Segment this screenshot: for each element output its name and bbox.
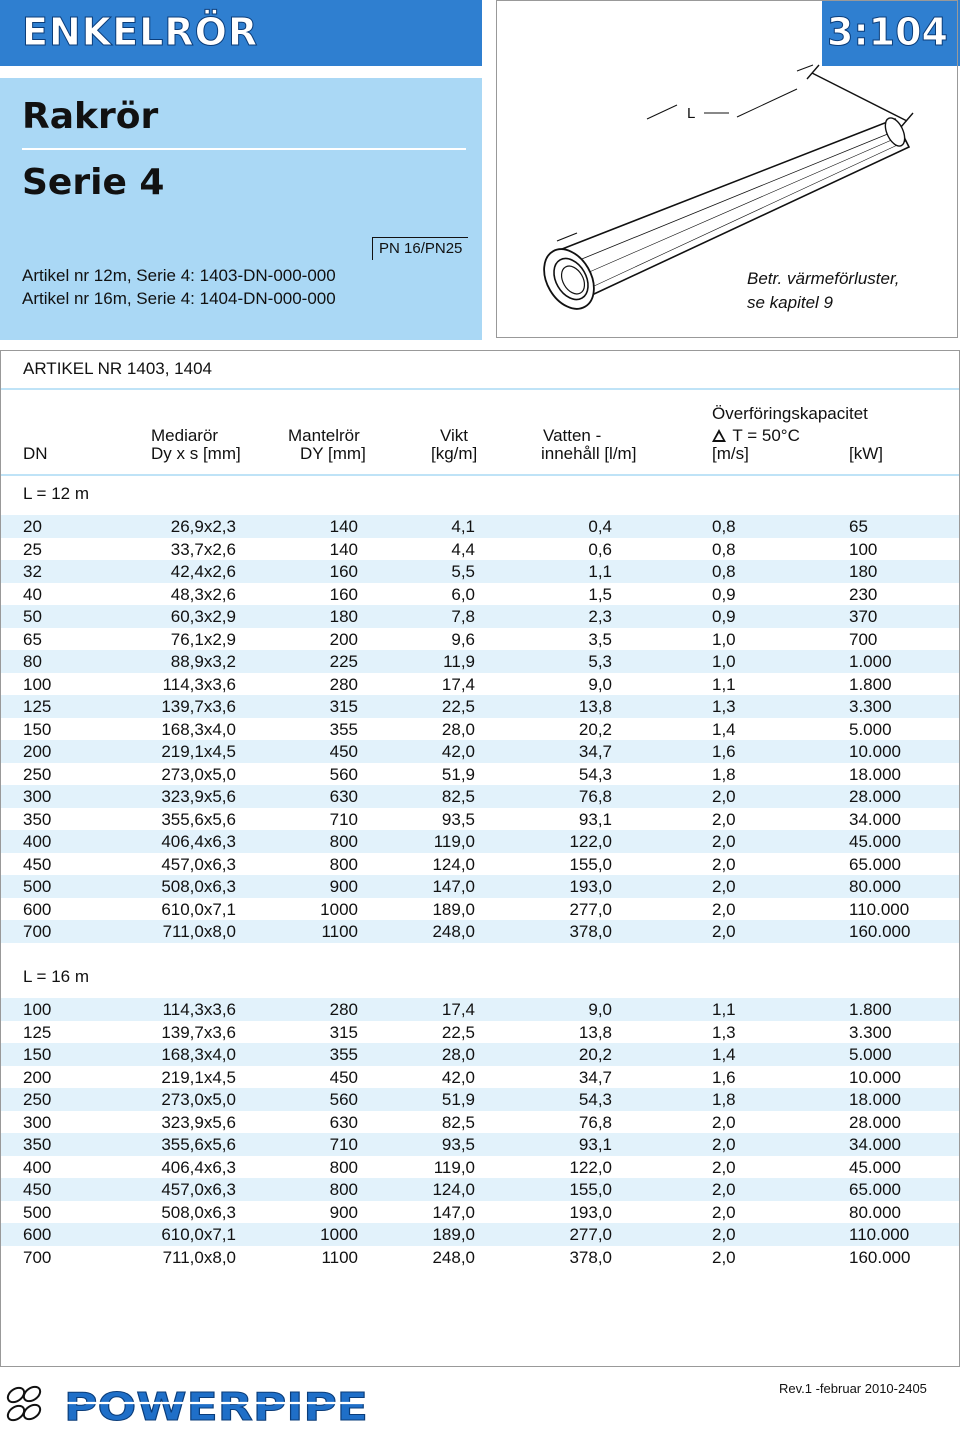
- cell-vikt: 42,0: [441, 742, 475, 761]
- logo-mark: [2, 1380, 382, 1426]
- cell-mantelror: 450: [329, 742, 358, 761]
- cell-capacity: 18.000: [849, 1090, 901, 1109]
- cell-mediaror: 60,3x2,9: [170, 607, 236, 626]
- table-row: [1, 718, 959, 741]
- cell-vikt: 51,9: [441, 764, 475, 784]
- cell-vatten: 20,2: [578, 1045, 612, 1064]
- cell-dn: 65: [23, 629, 42, 649]
- cell-dn: 300: [23, 787, 52, 806]
- cell-mantelror: 630: [329, 1112, 358, 1132]
- cell-mantelror: 225: [329, 652, 358, 671]
- delta-t-label: T = 50°C: [732, 426, 800, 445]
- cell-capacity: 1.800: [849, 1000, 892, 1019]
- divider: [22, 148, 466, 150]
- cell-velocity: 2,0: [712, 1135, 736, 1154]
- cell-velocity: 2,0: [712, 809, 736, 829]
- cell-vatten: 34,7: [578, 1067, 612, 1087]
- cell-vatten: 378,0: [569, 922, 612, 941]
- cell-velocity: 1,0: [712, 629, 736, 649]
- cell-mediaror: 457,0x6,3: [161, 854, 236, 874]
- header-rule-bottom: [1, 474, 959, 476]
- cell-dn: 600: [23, 1225, 52, 1244]
- cell-mediaror: 139,7x3,6: [161, 697, 236, 716]
- cell-vatten: 122,0: [569, 1157, 612, 1177]
- cell-vatten: 9,0: [588, 674, 612, 694]
- cell-vikt: 124,0: [432, 854, 475, 874]
- cell-velocity: 2,0: [712, 1112, 736, 1132]
- cell-vatten: 1,1: [588, 562, 612, 581]
- cell-mantelror: 140: [329, 517, 358, 536]
- cell-capacity: 65.000: [849, 1180, 901, 1199]
- cell-vatten: 93,1: [578, 809, 612, 829]
- delta-inner: [715, 433, 723, 440]
- cell-dn: 150: [23, 1045, 52, 1064]
- cell-vatten: 1,5: [588, 584, 612, 604]
- cell-mantelror: 180: [329, 607, 358, 626]
- table-row: [1, 560, 959, 583]
- cell-vatten: 93,1: [578, 1135, 612, 1154]
- cell-mediaror: 406,4x6,3: [161, 1157, 236, 1177]
- col-kw-unit: [kW]: [849, 444, 883, 463]
- cell-mediaror: 711,0x8,0: [162, 922, 236, 941]
- cell-vikt: 17,4: [441, 1000, 475, 1019]
- product-info-box: [0, 78, 482, 340]
- cell-capacity: 18.000: [849, 764, 901, 784]
- table-row: [1, 1111, 959, 1134]
- cell-mantelror: 200: [329, 629, 358, 649]
- cell-dn: 500: [23, 1202, 52, 1222]
- cell-vikt: 6,0: [451, 584, 475, 604]
- cell-dn: 450: [23, 1180, 52, 1199]
- cell-vikt: 22,5: [441, 1022, 475, 1042]
- col-mantelror: Mantelrör: [288, 426, 360, 445]
- revision-note: Rev.1 -februar 2010-2405: [779, 1381, 927, 1396]
- cell-mediaror: 168,3x4,0: [161, 1045, 236, 1064]
- table-row: [1, 998, 959, 1021]
- cell-velocity: 1,4: [712, 719, 736, 739]
- cell-mantelror: 630: [329, 787, 358, 806]
- cell-capacity: 3.300: [849, 1022, 892, 1042]
- cell-capacity: 1.800: [849, 674, 892, 694]
- cell-mantelror: 355: [329, 719, 358, 739]
- cell-capacity: 5.000: [849, 1045, 892, 1064]
- cell-vikt: 248,0: [432, 922, 475, 941]
- cell-vatten: 0,6: [588, 539, 612, 559]
- cell-mediaror: 48,3x2,6: [170, 584, 236, 604]
- cell-vikt: 17,4: [441, 674, 475, 694]
- cell-velocity: 1,6: [712, 1067, 736, 1087]
- cell-mantelror: 280: [329, 1000, 358, 1019]
- cell-dn: 300: [23, 1112, 52, 1132]
- cell-velocity: 2,0: [712, 1180, 736, 1199]
- cell-vatten: 20,2: [578, 719, 612, 739]
- cell-capacity: 110.000: [849, 1225, 910, 1244]
- cell-mediaror: 406,4x6,3: [161, 832, 236, 851]
- cell-mantelror: 1000: [320, 899, 358, 919]
- cell-vatten: 54,3: [578, 764, 612, 784]
- cell-capacity: 100: [849, 539, 878, 559]
- cell-vikt: 42,0: [441, 1067, 475, 1087]
- cell-dn: 400: [23, 832, 52, 851]
- cell-mediaror: 508,0x6,3: [161, 877, 236, 896]
- cell-velocity: 2,0: [712, 832, 736, 851]
- cell-vatten: 54,3: [578, 1090, 612, 1109]
- cell-velocity: 2,0: [712, 787, 736, 806]
- cell-vikt: 4,1: [451, 517, 475, 536]
- cell-mantelror: 800: [329, 832, 358, 851]
- cell-mediaror: 88,9x3,2: [170, 652, 236, 671]
- cell-capacity: 34.000: [849, 809, 901, 829]
- cell-mantelror: 1100: [321, 1247, 358, 1267]
- cell-vatten: 378,0: [569, 1247, 612, 1267]
- cell-mantelror: 1000: [320, 1225, 358, 1244]
- pipe-drawing-box: [496, 0, 958, 338]
- cell-dn: 100: [23, 1000, 52, 1019]
- cell-dn: 25: [23, 539, 42, 559]
- table-row: [1, 1043, 959, 1066]
- heat-loss-note-line2: se kapitel 9: [747, 293, 833, 312]
- table-row: [1, 515, 959, 538]
- cell-dn: 700: [23, 1247, 52, 1267]
- cell-vatten: 193,0: [569, 877, 612, 896]
- cell-vikt: 51,9: [441, 1090, 475, 1109]
- cell-mediaror: 711,0x8,0: [162, 1247, 236, 1267]
- col-vikt: Vikt: [440, 426, 469, 445]
- cell-mantelror: 800: [329, 854, 358, 874]
- cell-capacity: 160.000: [849, 1247, 911, 1267]
- col-capacity: Överföringskapacitet: [712, 404, 868, 423]
- cell-mantelror: 280: [329, 674, 358, 694]
- cell-capacity: 3.300: [849, 697, 892, 716]
- table-row: [1, 785, 959, 808]
- cell-mantelror: 355: [329, 1045, 358, 1064]
- cell-vikt: 82,5: [441, 787, 475, 806]
- table-row: [1, 740, 959, 763]
- cell-vatten: 76,8: [578, 787, 612, 806]
- cell-vatten: 193,0: [569, 1202, 612, 1222]
- cell-vatten: 13,8: [578, 697, 612, 716]
- page-number: 3:104: [827, 10, 948, 54]
- cell-vikt: 147,0: [432, 877, 475, 896]
- cell-mediaror: 355,6x5,6: [161, 1135, 236, 1154]
- cell-vikt: 9,6: [451, 629, 475, 649]
- cell-velocity: 2,0: [712, 877, 736, 896]
- cell-capacity: 65.000: [849, 854, 901, 874]
- cell-velocity: 1,6: [712, 742, 736, 761]
- cell-vatten: 34,7: [578, 742, 612, 761]
- cell-mediaror: 42,4x2,6: [170, 562, 236, 581]
- cell-dn: 350: [23, 809, 52, 829]
- length-label: L: [687, 105, 696, 122]
- heat-loss-note: [747, 267, 899, 315]
- cell-vatten: 277,0: [569, 1225, 612, 1244]
- cell-vatten: 2,3: [588, 607, 612, 626]
- cell-vikt: 11,9: [443, 652, 475, 671]
- cell-dn: 100: [23, 674, 52, 694]
- heat-loss-note-line1: Betr. värmeförluster,: [747, 269, 900, 288]
- cell-capacity: 10.000: [849, 1067, 901, 1087]
- cell-capacity: 45.000: [849, 1157, 901, 1177]
- table-row: [1, 650, 959, 673]
- cell-vikt: 93,5: [441, 809, 475, 829]
- cell-capacity: 65: [849, 517, 868, 536]
- product-title: Rakrör: [22, 96, 159, 137]
- pressure-rating: PN 16/PN25: [372, 237, 468, 260]
- cell-mediaror: 139,7x3,6: [161, 1022, 236, 1042]
- cell-vatten: 277,0: [569, 899, 612, 919]
- pipe-spec-table: [0, 350, 960, 1367]
- table-row: [1, 1201, 959, 1224]
- cell-mantelror: 315: [329, 697, 358, 716]
- cell-velocity: 1,3: [712, 1022, 736, 1042]
- cell-mantelror: 160: [329, 562, 358, 581]
- cell-velocity: 0,9: [712, 584, 736, 604]
- cell-velocity: 2,0: [712, 1247, 736, 1267]
- product-series: Serie 4: [22, 162, 165, 203]
- cell-dn: 200: [23, 742, 52, 761]
- cell-capacity: 45.000: [849, 832, 901, 851]
- table-row: [1, 763, 959, 786]
- cell-mantelror: 710: [329, 1135, 358, 1154]
- cell-capacity: 1.000: [849, 652, 892, 671]
- cell-mediaror: 114,3x3,6: [162, 674, 236, 694]
- cell-capacity: 28.000: [849, 787, 901, 806]
- cell-dn: 200: [23, 1067, 52, 1087]
- cell-dn: 600: [23, 899, 52, 919]
- cell-dn: 150: [23, 719, 52, 739]
- cell-mediaror: 273,0x5,0: [161, 1090, 236, 1109]
- table-row: [1, 1246, 959, 1269]
- cell-capacity: 700: [849, 629, 878, 649]
- cell-mantelror: 800: [329, 1180, 358, 1199]
- cell-vikt: 5,5: [451, 562, 475, 581]
- cell-capacity: 110.000: [849, 899, 910, 919]
- col-mantelror-unit: DY [mm]: [300, 444, 366, 463]
- cell-vikt: 248,0: [432, 1247, 475, 1267]
- cell-vatten: 76,8: [578, 1112, 612, 1132]
- cell-vatten: 0,4: [588, 517, 612, 536]
- article-number-12m: Artikel nr 12m, Serie 4: 1403-DN-000-000: [22, 266, 336, 285]
- article-numbers-heading: ARTIKEL NR 1403, 1404: [23, 359, 213, 378]
- cell-mantelror: 450: [329, 1067, 358, 1087]
- cell-mediaror: 610,0x7,1: [161, 899, 236, 919]
- cell-velocity: 0,9: [712, 607, 736, 626]
- cell-vatten: 13,8: [578, 1022, 612, 1042]
- cell-vatten: 5,3: [588, 652, 612, 671]
- cell-mediaror: 273,0x5,0: [161, 764, 236, 784]
- col-vatten: Vatten -: [543, 426, 602, 445]
- table-row: [1, 673, 959, 696]
- cell-mediaror: 323,9x5,6: [161, 787, 236, 806]
- cell-dn: 40: [23, 584, 42, 604]
- cell-mediaror: 508,0x6,3: [161, 1202, 236, 1222]
- cell-mediaror: 610,0x7,1: [161, 1225, 236, 1244]
- cell-mantelror: 140: [329, 539, 358, 559]
- cell-vikt: 82,5: [441, 1112, 475, 1132]
- cell-vikt: 7,8: [451, 607, 475, 626]
- cell-mantelror: 710: [329, 809, 358, 829]
- cell-velocity: 0,8: [712, 562, 736, 581]
- cell-velocity: 2,0: [712, 1202, 736, 1222]
- table-row: [1, 1223, 959, 1246]
- cell-dn: 500: [23, 877, 52, 896]
- cell-mantelror: 560: [329, 764, 358, 784]
- cell-velocity: 1,0: [712, 652, 736, 671]
- cell-mantelror: 800: [329, 1157, 358, 1177]
- col-ms-unit: [m/s]: [712, 444, 749, 463]
- cell-mantelror: 1100: [321, 922, 358, 941]
- cell-dn: 400: [23, 1157, 52, 1177]
- cell-dn: 700: [23, 922, 52, 941]
- cell-dn: 125: [23, 697, 52, 716]
- cell-mantelror: 560: [329, 1090, 358, 1109]
- col-vikt-unit: [kg/m]: [431, 444, 478, 463]
- cell-velocity: 2,0: [712, 899, 736, 919]
- cell-capacity: 80.000: [849, 1202, 901, 1222]
- col-dn: DN: [23, 444, 48, 463]
- table-row: [1, 898, 959, 921]
- cell-vikt: 4,4: [451, 539, 475, 559]
- col-mediaror: Mediarör: [151, 426, 219, 445]
- cell-vikt: 147,0: [432, 1202, 475, 1222]
- cell-vikt: 28,0: [441, 719, 475, 739]
- table-row: [1, 538, 959, 561]
- cell-velocity: 2,0: [712, 1157, 736, 1177]
- table-row: [1, 1156, 959, 1179]
- cell-dn: 50: [23, 607, 42, 626]
- header-rule-top: [1, 388, 959, 390]
- cell-mediaror: 33,7x2,6: [170, 539, 236, 559]
- header-title-bar: [0, 0, 482, 66]
- table-row: [1, 605, 959, 628]
- cell-dn: 125: [23, 1022, 52, 1042]
- cell-capacity: 10.000: [849, 742, 901, 761]
- col-delta-t: [712, 426, 800, 445]
- cell-velocity: 1,8: [712, 764, 736, 784]
- table-row: [1, 1088, 959, 1111]
- table-row: [1, 583, 959, 606]
- cell-velocity: 2,0: [712, 854, 736, 874]
- col-vatten-unit: innehåll [l/m]: [541, 444, 637, 463]
- cell-velocity: 1,3: [712, 697, 736, 716]
- cell-mediaror: 26,9x2,3: [170, 517, 236, 536]
- cell-dn: 250: [23, 764, 52, 784]
- cell-mediaror: 168,3x4,0: [161, 719, 236, 739]
- cell-velocity: 0,8: [712, 517, 736, 536]
- cell-mediaror: 76,1x2,9: [170, 629, 236, 649]
- cell-vikt: 189,0: [432, 1225, 475, 1244]
- cell-mediaror: 114,3x3,6: [162, 1000, 236, 1019]
- cell-mediaror: 323,9x5,6: [161, 1112, 236, 1132]
- table-row: [1, 875, 959, 898]
- cell-mediaror: 219,1x4,5: [161, 1067, 236, 1087]
- cell-dn: 250: [23, 1090, 52, 1109]
- cell-vatten: 122,0: [569, 832, 612, 851]
- article-number-16m: Artikel nr 16m, Serie 4: 1404-DN-000-000: [22, 289, 336, 308]
- cell-capacity: 5.000: [849, 719, 892, 739]
- table-row: [1, 628, 959, 651]
- cell-dn: 450: [23, 854, 52, 874]
- table-row: [1, 853, 959, 876]
- cell-vikt: 22,5: [441, 697, 475, 716]
- cell-vikt: 119,0: [433, 1157, 475, 1177]
- cell-velocity: 2,0: [712, 922, 736, 941]
- table-row: [1, 1133, 959, 1156]
- section-label: L = 12 m: [23, 484, 89, 503]
- cell-mantelror: 315: [329, 1022, 358, 1042]
- table-row: [1, 1021, 959, 1044]
- cell-vatten: 3,5: [588, 629, 612, 649]
- cell-capacity: 34.000: [849, 1135, 901, 1154]
- cell-capacity: 370: [849, 607, 878, 626]
- brand-name: POWERPIPE: [64, 1385, 368, 1426]
- cell-vikt: 119,0: [433, 832, 475, 851]
- page-title: ENKELRÖR: [22, 10, 259, 54]
- table-row: [1, 695, 959, 718]
- cell-mantelror: 900: [329, 877, 358, 896]
- cell-vatten: 155,0: [569, 854, 612, 874]
- cell-mediaror: 355,6x5,6: [161, 809, 236, 829]
- cell-velocity: 1,1: [712, 674, 736, 694]
- cell-velocity: 1,4: [712, 1045, 736, 1064]
- cell-capacity: 180: [849, 562, 878, 581]
- cell-capacity: 230: [849, 584, 878, 604]
- cell-velocity: 2,0: [712, 1225, 736, 1244]
- cell-dn: 20: [23, 517, 42, 536]
- cell-dn: 80: [23, 652, 42, 671]
- cell-vikt: 189,0: [432, 899, 475, 919]
- table-row: [1, 830, 959, 853]
- table-row: [1, 1066, 959, 1089]
- cell-capacity: 28.000: [849, 1112, 901, 1132]
- cell-mediaror: 457,0x6,3: [161, 1180, 236, 1199]
- cell-mantelror: 160: [329, 584, 358, 604]
- cell-velocity: 1,1: [712, 1000, 736, 1019]
- cell-mantelror: 900: [329, 1202, 358, 1222]
- cell-dn: 350: [23, 1135, 52, 1154]
- cell-velocity: 0,8: [712, 539, 736, 559]
- powerpipe-logo: [2, 1380, 382, 1431]
- cell-vikt: 124,0: [432, 1180, 475, 1199]
- table-row: [1, 920, 959, 943]
- table-row: [1, 1178, 959, 1201]
- section-label: L = 16 m: [23, 967, 89, 986]
- cell-vikt: 93,5: [441, 1135, 475, 1154]
- cell-vatten: 9,0: [588, 1000, 612, 1019]
- cell-vikt: 28,0: [441, 1045, 475, 1064]
- cell-velocity: 1,8: [712, 1090, 736, 1109]
- cell-vatten: 155,0: [569, 1180, 612, 1199]
- cell-dn: 32: [23, 562, 42, 581]
- col-mediaror-unit: Dy x s [mm]: [151, 444, 241, 463]
- table-row: [1, 808, 959, 831]
- cell-capacity: 80.000: [849, 877, 901, 896]
- cell-capacity: 160.000: [849, 922, 911, 941]
- cell-mediaror: 219,1x4,5: [161, 742, 236, 761]
